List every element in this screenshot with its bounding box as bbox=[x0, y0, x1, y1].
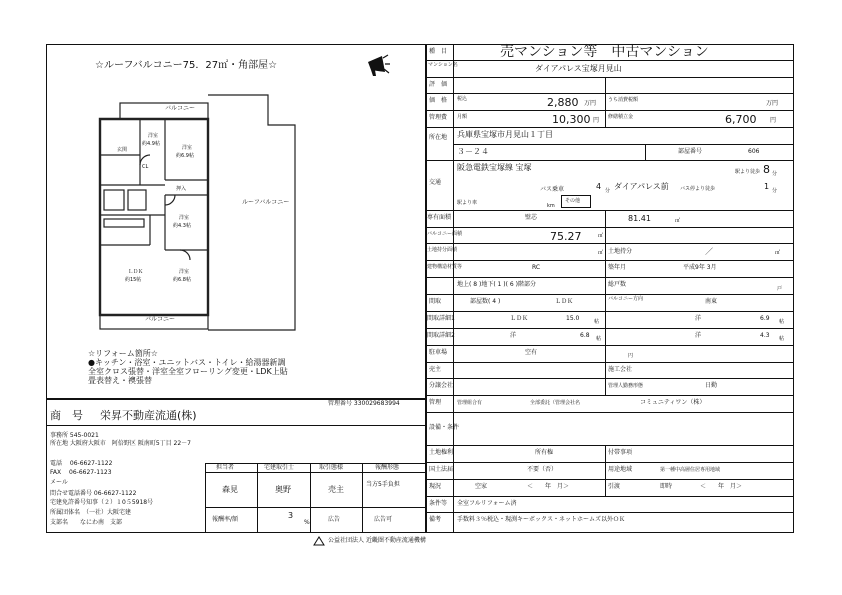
label-status: 現況 bbox=[429, 483, 442, 490]
detail2-b-unit: 帖 bbox=[779, 336, 785, 342]
address-1: 兵庫県宝塚市月見山１丁目 bbox=[457, 130, 553, 139]
management-union: 管理組合有 bbox=[457, 400, 483, 406]
detail1-a-unit: 帖 bbox=[594, 319, 600, 325]
bus-walk-label: バス停より徒歩 bbox=[680, 186, 716, 192]
company-fax: FAX 06-6627-1123 bbox=[50, 469, 112, 476]
fp-room-western1: 洋室 bbox=[148, 133, 159, 139]
label-management: 管理 bbox=[429, 399, 442, 406]
label-name: マンション名 bbox=[428, 62, 458, 68]
staff-fee-type: 当方5手負担 bbox=[366, 481, 400, 488]
balcony-dir-label: バルコニー方向 bbox=[608, 296, 644, 302]
detail1-a-size: 15.0 bbox=[566, 315, 580, 322]
company-branch: 支部名 なにわ南 支部 bbox=[50, 519, 123, 526]
car-label: 駅より車 bbox=[457, 200, 478, 206]
label-transport: 交通 bbox=[429, 179, 442, 186]
detail1-b-size: 6.9 bbox=[760, 315, 770, 322]
parking-fee-unit: 円 bbox=[628, 353, 634, 359]
label-layout: 間取 bbox=[429, 298, 442, 305]
company-address: 所在地 大阪府大阪市 阿倍野区 阪南町5丁目 22－7 bbox=[50, 440, 191, 447]
consumption-unit: 万円 bbox=[766, 100, 779, 107]
zoning-label: 用途地域 bbox=[608, 466, 633, 473]
walk-label: 駅より徒歩 bbox=[735, 169, 761, 175]
units-unit: 戸 bbox=[777, 286, 783, 292]
label-sales: 分譲会社 bbox=[429, 382, 454, 389]
property-name: ダイアパレス宝塚月見山 bbox=[535, 64, 622, 73]
area-unit: ㎡ bbox=[675, 218, 681, 224]
label-law: 国土法届 bbox=[429, 466, 454, 473]
fee-label: 報酬率/額 bbox=[212, 516, 239, 523]
company-mail: メール bbox=[50, 479, 68, 486]
bus-walk-time: 1 bbox=[764, 182, 770, 191]
remark-line-2: ●キッチン・浴室・ユニットバス・トイレ・給湯器新調 bbox=[88, 358, 286, 367]
layout-type: ＬＤＫ bbox=[555, 298, 574, 305]
staff-header-broker: 宅建取引士 bbox=[264, 464, 295, 471]
detail2-b: 洋 bbox=[695, 332, 702, 339]
company-tel: 電話 06-6627-1122 bbox=[50, 460, 113, 467]
license-number: 管理番号 330029683994 bbox=[328, 400, 400, 407]
repair-fee: 6,700 bbox=[725, 113, 757, 126]
floors: 地上( 8 )地下( 1 )( 6 )階部分 bbox=[457, 281, 536, 288]
note: 手数料３％税込・現渕キーボックス・ネットホームズ以外ＯＫ bbox=[457, 516, 625, 523]
handover-label: 引渡 bbox=[608, 483, 621, 490]
bus-unit: 分 bbox=[605, 188, 611, 194]
detail2-a-unit: 帖 bbox=[596, 336, 602, 342]
detail1-b: 洋 bbox=[695, 315, 702, 322]
price-value: 2,880 bbox=[547, 96, 579, 109]
land-right: ／ bbox=[705, 247, 713, 256]
management-company: コミュニティワン（株） bbox=[640, 399, 706, 406]
handover: 即時 bbox=[660, 483, 673, 490]
label-remark: 評 価 bbox=[429, 81, 448, 88]
consumption-label: うち消費税額 bbox=[608, 97, 639, 103]
label-location: 所在地 bbox=[429, 134, 448, 141]
detail1-b-unit: 帖 bbox=[779, 319, 785, 325]
bus-walk-unit: 分 bbox=[772, 188, 778, 194]
label-type: 種 目 bbox=[429, 48, 448, 55]
company-name: 栄昇不動産流通(株) bbox=[100, 409, 197, 422]
mgmt-monthly: 月額 bbox=[457, 114, 468, 120]
label-structure: 建物構造材質等 bbox=[427, 264, 463, 270]
staff-table bbox=[205, 463, 426, 533]
condition: 全室フルリフォーム済 bbox=[457, 500, 517, 507]
remark-line-1: ☆リフォーム箇所☆ bbox=[88, 349, 158, 358]
walk-time: 8 bbox=[763, 163, 770, 176]
fp-balcony-bottom: バルコニー bbox=[145, 316, 176, 323]
company-office: 事務所 545-0021 bbox=[50, 432, 99, 439]
fp-room-western2: 洋室 bbox=[182, 145, 193, 151]
label-condition: 条件等 bbox=[429, 500, 448, 507]
fp-room-western4: 洋室 bbox=[179, 215, 190, 221]
mgmt-company-label: 管理人勤務形態 bbox=[608, 383, 644, 389]
remark-line-4: 畳表替え・襖張替 bbox=[88, 376, 152, 385]
room-no-label: 部屋番号 bbox=[678, 148, 703, 155]
label-note: 備考 bbox=[429, 516, 442, 523]
staff-agent: 森見 bbox=[222, 485, 238, 494]
law: 不要（否） bbox=[527, 466, 558, 473]
ad-value: 広告可 bbox=[374, 516, 393, 523]
label-seller: 売主 bbox=[429, 366, 442, 373]
balcony-area: 75.27 bbox=[550, 230, 582, 243]
area-type: 壁芯 bbox=[525, 214, 538, 221]
bus-stop: ダイアパレス前 bbox=[614, 182, 669, 191]
staff-header-fee: 報酬形態 bbox=[375, 464, 400, 471]
mgmt-unit: 円 bbox=[593, 117, 600, 124]
label-parking: 駐車場 bbox=[429, 349, 448, 356]
layout-count: 部屋数( 4 ) bbox=[470, 298, 501, 305]
label-price: 価 格 bbox=[429, 97, 448, 104]
label-detail1: 間取詳細1 bbox=[427, 315, 455, 322]
property-type: 売マンション等 中古マンション bbox=[500, 44, 709, 60]
fee-unit: % bbox=[304, 519, 310, 526]
fp-ldk-size: 約15帖 bbox=[125, 277, 142, 283]
land-right-type: 所有権 bbox=[535, 449, 554, 456]
label-land-share: 土地持分面積 bbox=[427, 247, 458, 253]
room-no: 606 bbox=[748, 148, 760, 155]
label-detail2: 間取詳細2 bbox=[427, 332, 455, 339]
fp-balcony-top: バルコニー bbox=[165, 105, 196, 112]
handover-date: ＜ 年 月＞ bbox=[700, 483, 743, 490]
builder-label: 施工会社 bbox=[608, 366, 633, 373]
address-2: ３－２４ bbox=[457, 147, 489, 156]
units-label: 総戸数 bbox=[608, 281, 627, 288]
repair-label: 修繕積立金 bbox=[608, 114, 634, 120]
built-label: 築年月 bbox=[608, 264, 627, 271]
mgmt-fee: 10,300 bbox=[552, 113, 591, 126]
ad-label: 広告 bbox=[328, 516, 341, 523]
repair-unit: 円 bbox=[770, 117, 777, 124]
company-license: 宅建免許番号知事（２）１0５5918号 bbox=[50, 499, 154, 506]
status-date: ＜ 年 月＞ bbox=[527, 483, 570, 490]
bus-label: バス乗車 bbox=[540, 186, 565, 193]
fp-room-western3-size: 約6.8帖 bbox=[173, 277, 191, 283]
fp-room-western2-size: 約6.9帖 bbox=[176, 153, 194, 159]
price-tax: 税込 bbox=[457, 96, 468, 102]
staff-header-mode: 取引態様 bbox=[319, 464, 344, 471]
fp-oshiire: 押入 bbox=[176, 186, 187, 192]
zoning: 第一種中高層住居専用地域 bbox=[660, 467, 721, 473]
staff-broker: 奥野 bbox=[275, 485, 291, 494]
parking: 空有 bbox=[525, 349, 538, 356]
area-value: 81.41 bbox=[628, 214, 651, 223]
company-name-label: 商 号 bbox=[50, 409, 83, 422]
car-unit: km bbox=[547, 203, 555, 209]
land-share-unit: ㎡ bbox=[598, 250, 604, 256]
remark-line-3: 全室クロス張替・洋室全室フローリング変更・LDK上貼 bbox=[88, 367, 288, 376]
floor-plan bbox=[90, 85, 305, 340]
transport-line: 阪急電鉄宝塚線 宝塚 bbox=[457, 163, 532, 172]
bus-time: 4 bbox=[596, 182, 602, 191]
other-label: その他 bbox=[565, 198, 581, 204]
detail2-b-size: 4.3 bbox=[760, 332, 770, 339]
megaphone-icon bbox=[363, 52, 391, 80]
company-inquiry-tel: 問合せ電話番号 06-6627-1122 bbox=[50, 490, 137, 497]
detail2-a: 洋 bbox=[510, 332, 517, 339]
fp-room-western3: 洋室 bbox=[179, 269, 190, 275]
attached-label: 付帯事項 bbox=[608, 449, 633, 456]
status: 空家 bbox=[475, 483, 488, 490]
label-mgmt: 管理費 bbox=[429, 114, 448, 121]
label-land-right-type: 土地権利 bbox=[429, 449, 454, 456]
price-unit: 万円 bbox=[584, 100, 597, 107]
walk-unit: 分 bbox=[772, 171, 778, 177]
land-right-unit: ㎡ bbox=[775, 250, 781, 256]
fp-genkan: 玄関 bbox=[117, 147, 128, 153]
banner-text: ☆ルーフバルコニー75．27㎡・角部屋☆ bbox=[95, 60, 278, 71]
label-balcony-area: バルコニー面積 bbox=[427, 231, 463, 237]
detail2-a-size: 6.8 bbox=[580, 332, 590, 339]
detail1-a: ＬＤＫ bbox=[510, 315, 529, 322]
label-facility: 設備・条件 bbox=[429, 424, 460, 431]
fp-roof-balcony: ルーフバルコニー bbox=[242, 199, 290, 206]
fp-ldk: ＬＤＫ bbox=[128, 269, 144, 275]
label-area: 専有面積 bbox=[427, 214, 452, 221]
balcony-unit: ㎡ bbox=[598, 233, 604, 239]
mgmt-company: 日勤 bbox=[705, 382, 718, 389]
footer-association: 公益社団法人 近畿圏不動産流通機構 bbox=[328, 537, 426, 544]
built-value: 平成9年 3月 bbox=[683, 264, 717, 271]
fp-room-western4-size: 約4.3帖 bbox=[173, 223, 191, 229]
staff-mode: 売主 bbox=[328, 485, 344, 494]
balcony-dir: 南東 bbox=[705, 298, 718, 305]
management-type: 全部委託（管理会社名 bbox=[530, 400, 581, 406]
structure: RC bbox=[532, 264, 541, 271]
staff-header-agent: 担当者 bbox=[216, 464, 235, 471]
company-association: 所属団体名 （一社）大阪宅建 bbox=[50, 509, 132, 516]
association-logo-icon bbox=[313, 536, 325, 546]
fp-closet: CL bbox=[142, 164, 149, 170]
fee-value: 3 bbox=[288, 511, 294, 520]
fp-room-western1-size: 約4.9帖 bbox=[142, 141, 160, 147]
land-right-label: 土地持分 bbox=[608, 248, 633, 255]
